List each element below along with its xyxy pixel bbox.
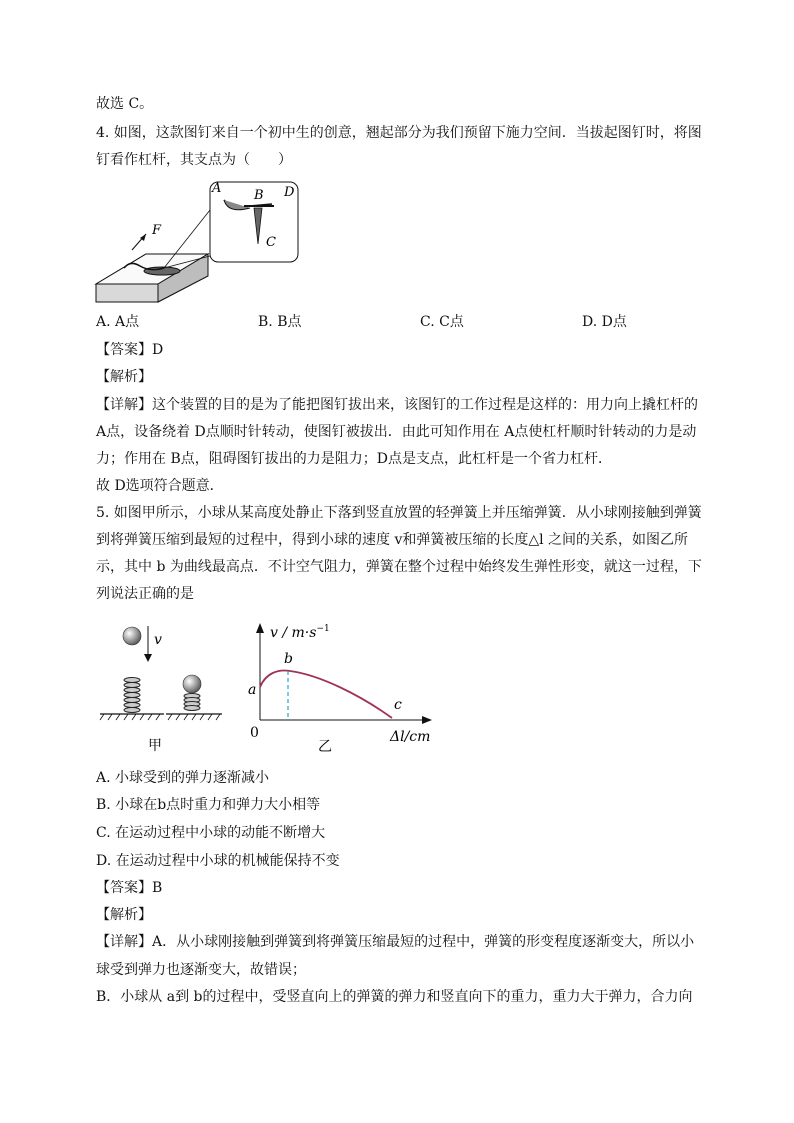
- y-axis-label: $v / m\cdot s^{-1}$: [270, 624, 330, 641]
- point-a-label: a: [248, 682, 257, 698]
- question-5-line-1: 5. 如图甲所示，小球从某高度处静止下落到竖直放置的轻弹簧上并压缩弹簧．从小球刚接触到弹簧: [96, 505, 702, 521]
- detail-5-line-2: 球受到弹力也逐渐变大，故错误；: [96, 962, 306, 978]
- option-b: B. B点: [258, 314, 302, 330]
- option-d: D. D点: [582, 314, 627, 330]
- force-label: F: [152, 223, 162, 238]
- point-d-label: D: [284, 185, 295, 200]
- option-c: C. C点: [420, 314, 464, 330]
- detail-5-line-3: B．小球从 a到 b的过程中，受竖直向上的弹簧的弹力和竖直向下的重力，重力大于弹力，合力向: [96, 989, 693, 1005]
- detail-4-line-2: A点，设备绕着 D点顺时针转动，使图钉被拔出．由此可知作用在 A点使杠杆顺时针转动的力是动: [96, 424, 697, 440]
- question-4-text: 4. 如图，这款图钉来自一个初中生的创意，翘起部分为我们预留下施力空间．当拔起图钉时，将图: [96, 125, 702, 141]
- point-b-label: B: [254, 188, 264, 203]
- x-axis-label: Δl/cm: [390, 729, 431, 745]
- prev-answer-line: 故选 C。: [96, 96, 154, 112]
- detail-5-line-1: 【详解】A．从小球刚接触到弹簧到将弹簧压缩最短的过程中，弹簧的形变程度逐渐变大，所以小: [96, 934, 695, 950]
- answer-5: 【答案】B: [96, 880, 163, 896]
- analysis-5-heading: 【解析】: [96, 907, 152, 923]
- figure-jia-label: 甲: [148, 738, 162, 754]
- question-4-text-cont: 钉看作杠杆，其支点为（ ）: [96, 152, 292, 168]
- figure-yi-label: 乙: [318, 739, 332, 755]
- detail-4-line-3: 力；作用在 B点，阻碍图钉拔出的力是阻力；D点是支点，此杠杆是一个省力杠杆．: [96, 451, 612, 467]
- point-c-label: c: [394, 697, 402, 713]
- ball-spring-figure: [96, 620, 236, 755]
- question-5-line-4: 列说法正确的是: [96, 586, 194, 602]
- origin-label: 0: [250, 725, 259, 741]
- question-5-line-2: 到将弹簧压缩到最短的过程中，得到小球的速度 v和弹簧被压缩的长度△l 之间的关系，如图乙所: [96, 532, 689, 548]
- question-5-line-3: 示，其中 b 为曲线最高点．不计空气阻力，弹簧在整个过程中始终发生弹性形变，就这一过程，下: [96, 559, 702, 575]
- detail-4-line-1: 【详解】这个装置的目的是为了能把图钉拔出来，该图钉的工作过程是这样的：用力向上撬杠杆的: [96, 397, 698, 413]
- option-5-d: D. 在运动过程中小球的机械能保持不变: [96, 853, 340, 869]
- point-b-label: b: [284, 651, 293, 667]
- velocity-curve: [260, 671, 392, 718]
- point-a-label: A: [212, 181, 222, 196]
- option-5-c: C. 在运动过程中小球的动能不断增大: [96, 825, 326, 841]
- option-5-b: B. 小球在b点时重力和弹力大小相等: [96, 797, 321, 813]
- option-a: A. A点: [96, 314, 140, 330]
- velocity-label: v: [154, 632, 162, 648]
- option-5-a: A. 小球受到的弹力逐渐减小: [96, 770, 270, 786]
- answer-4: 【答案】D: [96, 342, 164, 358]
- detail-4-line-4: 故 D选项符合题意．: [96, 478, 224, 494]
- point-c-label: C: [266, 235, 276, 250]
- analysis-4-heading: 【解析】: [96, 369, 152, 385]
- pushpin-lever-figure: [94, 176, 334, 306]
- velocity-compression-graph: [240, 615, 440, 755]
